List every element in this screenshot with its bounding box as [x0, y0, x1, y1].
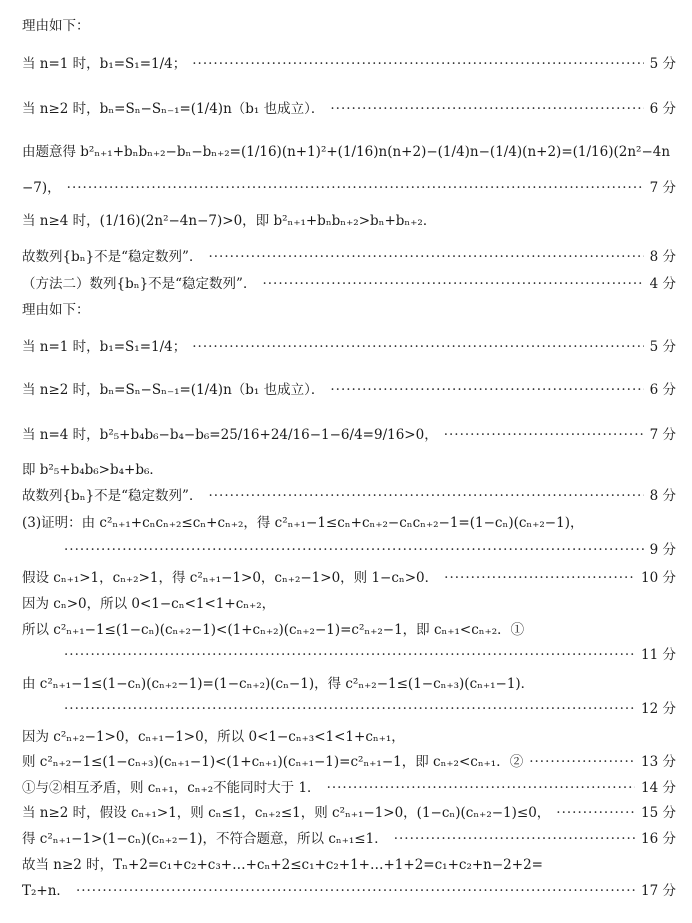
text-line — [22, 592, 676, 612]
line-text: 当 n=4 时，b²₅+b₄b₆−b₄−b₆=25/16+24/16−1−6/4=9/16>0， — [22, 427, 438, 443]
text-line — [22, 511, 676, 531]
text-line — [22, 298, 676, 318]
scored-line — [22, 566, 676, 586]
score-label: 15 分 — [641, 805, 676, 821]
line-text: ①与②相互矛盾，则 cₙ₊₁，cₙ₊₂不能同时大于 1． — [22, 780, 321, 796]
dot-leader — [208, 488, 643, 504]
dot-leader — [67, 180, 644, 196]
scored-line — [22, 176, 676, 196]
score-label: 7 分 — [649, 427, 676, 443]
scored-line — [22, 879, 676, 899]
text-line — [22, 725, 676, 745]
score-label: 8 分 — [649, 249, 676, 265]
line-text: 故数列{bₙ}不是“稳定数列”． — [22, 249, 203, 265]
text-line — [22, 458, 676, 478]
scored-line — [58, 643, 676, 663]
score-label: 6 分 — [649, 101, 676, 117]
line-text: 则 c²ₙ₊₂−1≤(1−cₙ₊₃)(cₙ₊₁−1)<(1+cₙ₊₁)(cₙ₊₁−1)=c²ₙ₊₁−1，即 cₙ₊₂<cₙ₊₁．② — [22, 754, 524, 770]
line-text: 理由如下： — [22, 302, 90, 318]
text-line — [22, 618, 676, 638]
scored-line — [22, 245, 676, 265]
dot-leader — [262, 276, 643, 292]
line-text: 因为 cₙ>0，所以 0<1−cₙ<1<1+cₙ₊₂， — [22, 596, 276, 612]
line-text: 当 n=1 时，b₁=S₁=1/4； — [22, 56, 187, 72]
scored-line — [58, 538, 676, 558]
dot-leader — [330, 101, 643, 117]
dot-leader — [208, 249, 643, 265]
dot-leader — [394, 831, 635, 847]
line-text: 由题意得 b²ₙ₊₁+bₙbₙ₊₂−bₙ−bₙ₊₂=(1/16)(n+1)²+(1/16)n(n+2)−(1/4)n−(1/4)(n+2)=(1/16)(2n²−4n — [22, 144, 671, 160]
dot-leader — [556, 805, 635, 821]
scored-line — [22, 52, 676, 72]
scored-line — [22, 801, 676, 821]
line-text: 所以 c²ₙ₊₁−1≤(1−cₙ)(cₙ₊₂−1)<(1+cₙ₊₂)(cₙ₊₂−1)=c²ₙ₊₂−1，即 cₙ₊₁<cₙ₊₂．① — [22, 622, 525, 638]
text-line — [22, 672, 676, 692]
score-label: 13 分 — [641, 754, 676, 770]
scored-line — [22, 750, 676, 770]
dot-leader — [444, 570, 635, 586]
line-text: 当 n≥2 时，bₙ=Sₙ−Sₙ₋₁=(1/4)n（b₁ 也成立）． — [22, 101, 325, 117]
scored-line — [22, 272, 676, 292]
text-line — [22, 209, 676, 229]
dot-leader — [192, 56, 643, 72]
line-text: 当 n≥2 时，假设 cₙ₊₁>1，则 cₙ≤1，cₙ₊₂≤1，则 c²ₙ₊₁−1>0，(1−cₙ)(cₙ₊₂−1)≤0， — [22, 805, 551, 821]
score-label: 5 分 — [649, 339, 676, 355]
line-text: 得 c²ₙ₊₁−1>(1−cₙ)(cₙ₊₂−1)，不符合题意，所以 cₙ₊₁≤1． — [22, 831, 388, 847]
score-label: 6 分 — [649, 382, 676, 398]
scored-line — [22, 378, 676, 398]
line-text: −7)， — [22, 180, 61, 196]
score-label: 14 分 — [641, 780, 676, 796]
dot-leader — [64, 701, 635, 717]
text-line — [22, 140, 676, 160]
line-text: 当 n≥2 时，bₙ=Sₙ−Sₙ₋₁=(1/4)n（b₁ 也成立）． — [22, 382, 325, 398]
dot-leader — [64, 542, 644, 558]
scored-line — [22, 423, 676, 443]
line-text: 当 n≥4 时，(1/16)(2n²−4n−7)>0，即 b²ₙ₊₁+bₙbₙ₊₂>bₙ+bₙ₊₂． — [22, 213, 437, 229]
scored-line — [22, 335, 676, 355]
dot-leader — [327, 780, 635, 796]
line-text: 由 c²ₙ₊₁−1≤(1−cₙ)(cₙ₊₂−1)=(1−cₙ₊₂)(cₙ−1)，得 c²ₙ₊₂−1≤(1−cₙ₊₃)(cₙ₊₁−1)． — [22, 676, 535, 692]
line-text: 故当 n≥2 时，Tₙ+2=c₁+c₂+c₃+…+cₙ+2≤c₁+c₂+1+…+1+2=c₁+c₂+n−2+2= — [22, 857, 543, 873]
score-label: 9 分 — [649, 542, 676, 558]
text-line — [22, 853, 676, 873]
score-label: 7 分 — [649, 180, 676, 196]
line-text: 当 n=1 时，b₁=S₁=1/4； — [22, 339, 187, 355]
text-line — [22, 14, 676, 34]
dot-leader — [64, 647, 635, 663]
dot-leader — [529, 754, 635, 770]
scored-line — [22, 484, 676, 504]
dot-leader — [192, 339, 643, 355]
score-label: 17 分 — [641, 883, 676, 899]
line-text: 故数列{bₙ}不是“稳定数列”． — [22, 488, 203, 504]
scored-line — [22, 776, 676, 796]
line-text: 因为 c²ₙ₊₂−1>0，cₙ₊₁−1>0，所以 0<1−cₙ₊₃<1<1+cₙ₊₁， — [22, 729, 405, 745]
line-text: （方法二）数列{bₙ}不是“稳定数列”． — [22, 276, 257, 292]
score-label: 16 分 — [641, 831, 676, 847]
score-label: 10 分 — [641, 570, 676, 586]
line-text: T₂+n． — [22, 883, 70, 899]
score-label: 5 分 — [649, 56, 676, 72]
line-text: 理由如下： — [22, 18, 90, 34]
dot-leader — [76, 883, 635, 899]
score-label: 12 分 — [641, 701, 676, 717]
dot-leader — [444, 427, 644, 443]
score-label: 4 分 — [649, 276, 676, 292]
line-text: 假设 cₙ₊₁>1，cₙ₊₂>1，得 c²ₙ₊₁−1>0，cₙ₊₂−1>0，则 1−cₙ>0． — [22, 570, 439, 586]
scored-line — [22, 827, 676, 847]
line-text: 即 b²₅+b₄b₆>b₄+b₆． — [22, 462, 163, 478]
scored-line — [22, 97, 676, 117]
dot-leader — [330, 382, 643, 398]
scored-line — [58, 697, 676, 717]
line-text: (3)证明：由 c²ₙ₊₁+cₙcₙ₊₂≤cₙ+cₙ₊₂，得 c²ₙ₊₁−1≤cₙ+cₙ₊₂−cₙcₙ₊₂−1=(1−cₙ)(cₙ₊₂−1)， — [22, 515, 584, 531]
score-label: 8 分 — [649, 488, 676, 504]
score-label: 11 分 — [641, 647, 676, 663]
